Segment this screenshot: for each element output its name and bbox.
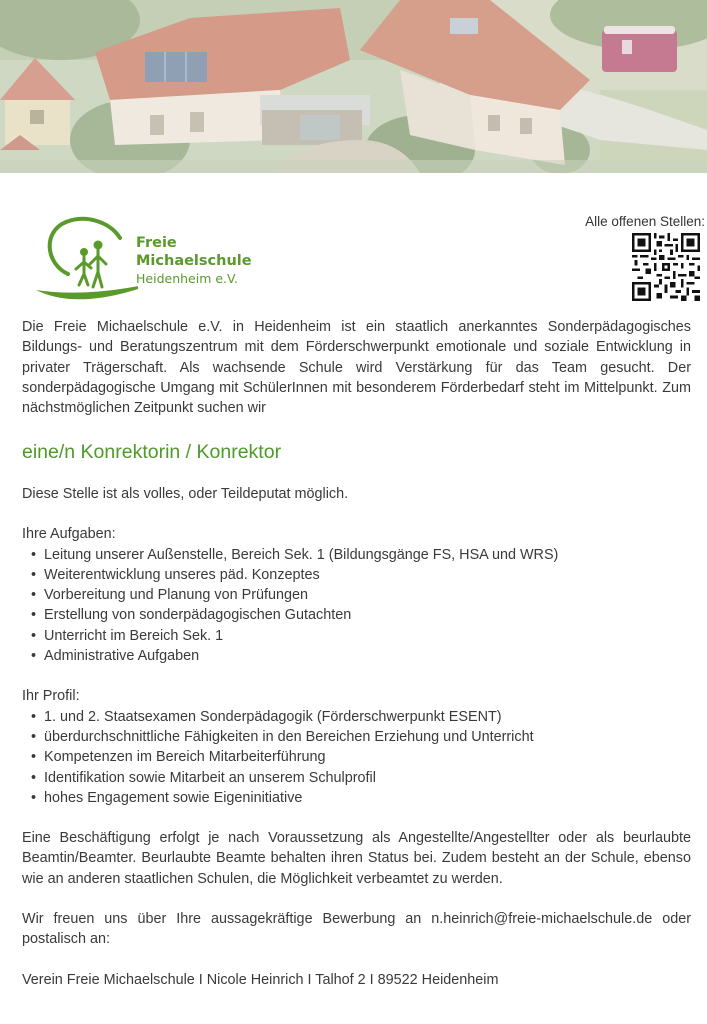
- list-item: • Vorbereitung und Planung von Prüfungen: [22, 585, 691, 605]
- list-item: • Leitung unserer Außenstelle, Bereich Sek. 1 (Bildungsgänge FS, HSA und WRS): [22, 545, 691, 565]
- hero-photo: [0, 0, 707, 173]
- profile-list: [22, 707, 691, 808]
- tasks-list: [22, 545, 691, 667]
- application-paragraph: Wir freuen uns über Ihre aussagekräftige Bewerbung an n.heinrich@freie-michaelschule.de oder postalisch an:: [22, 911, 691, 948]
- intro-paragraph: Die Freie Michaelschule e.V. in Heidenheim ist ein staatlich anerkanntes Sonderpädagogisches Bildungs- und Beratungszentrum mit dem Förderschwerpunkt emotionale und soziale Entwicklung in privater Trägerschaft. Als wachsende Schule wird Verstärkung für das Team gesucht. Der sonderpädagogische Umgang mit SchülerInnen mit besonderem Förderbedarf steht im Mittelpunkt. Zum nächstmöglichen Zeitpunkt suchen wir: [22, 319, 691, 417]
- list-item: • Kompetenzen im Bereich Mitarbeiterführung: [22, 747, 691, 767]
- logo-name: Freie Michaelschule: [136, 235, 252, 269]
- list-item: • überdurchschnittliche Fähigkeiten in den Bereichen Erziehung und Unterricht: [22, 727, 691, 747]
- list-item: • hohes Engagement sowie Eigeninitiative: [22, 788, 691, 808]
- logo-emblem-icon: [28, 212, 138, 304]
- logo-location: Heidenheim e.V.: [136, 271, 238, 286]
- position-title: eine/n Konrektorin / Konrektor: [22, 441, 282, 463]
- list-item: • Weiterentwicklung unseres päd. Konzeptes: [22, 565, 691, 585]
- list-item: • Erstellung von sonderpädagogischen Gutachten: [22, 605, 691, 625]
- school-logo: [28, 212, 283, 304]
- employment-terms-paragraph: Eine Beschäftigung erfolgt je nach Voraussetzung als Angestellte/Angestellter oder als beurlaubte Beamtin/Beamter. Beurlaubte Beamte behalten ihren Status bei. Zudem besteht an der Schule, ebenso wie an anderen staatlichen Schulen, die Möglichkeit verbeamtet zu werden.: [22, 830, 691, 887]
- list-item: • Unterricht im Bereich Sek. 1: [22, 626, 691, 646]
- job-posting-content: [22, 317, 691, 990]
- list-item: • Administrative Aufgaben: [22, 646, 691, 666]
- postal-address: Verein Freie Michaelschule I Nicole Heinrich I Talhof 2 I 89522 Heidenheim: [22, 971, 499, 988]
- qr-caption: Alle offenen Stellen:: [585, 214, 705, 229]
- tasks-label: Ihre Aufgaben:: [22, 526, 116, 543]
- profile-label: Ihr Profil:: [22, 688, 80, 705]
- list-item: • 1. und 2. Staatsexamen Sonderpädagogik (Förderschwerpunkt ESENT): [22, 707, 691, 727]
- qr-code-icon[interactable]: [632, 233, 700, 301]
- employment-note: Diese Stelle ist als volles, oder Teildeputat möglich.: [22, 486, 349, 502]
- list-item: • Identifikation sowie Mitarbeit an unserem Schulprofil: [22, 768, 691, 788]
